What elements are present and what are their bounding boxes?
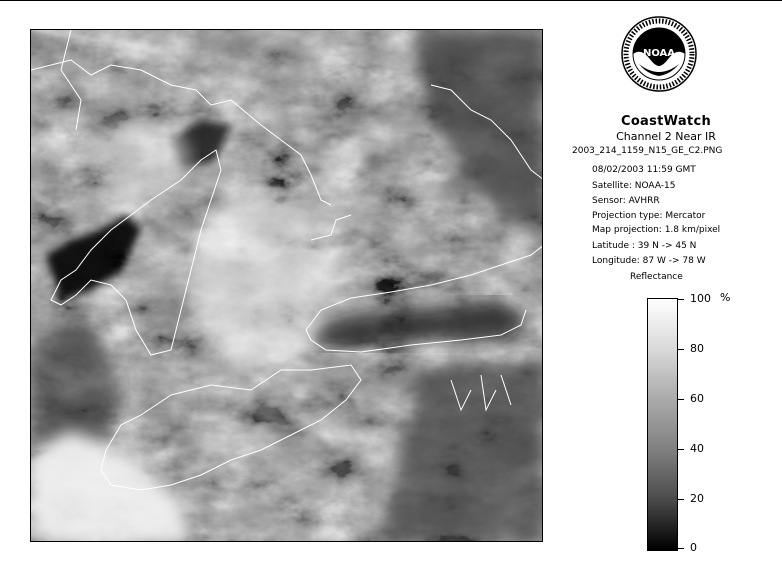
legend-tick — [678, 499, 684, 500]
map-projection: Map projection: 1.8 km/pixel — [592, 225, 721, 235]
file-name: 2003_214_1159_N15_GE_C2.PNG — [572, 146, 723, 156]
legend-title: Reflectance — [630, 272, 683, 282]
app-title: CoastWatch — [620, 114, 712, 129]
legend-tick — [678, 349, 684, 350]
legend-tick — [678, 399, 684, 400]
reflectance-colorbar — [647, 298, 678, 551]
noaa-logo — [619, 14, 699, 106]
projection-type: Projection type: Mercator — [592, 211, 706, 221]
noaa-logo-graphic — [619, 14, 699, 106]
legend-tick-label: 40 — [690, 442, 704, 455]
satellite-image — [30, 29, 543, 542]
longitude-range: Longitude: 87 W -> 78 W — [592, 256, 706, 266]
noaa-logo-text: NOAA — [642, 48, 676, 59]
satellite-name: Satellite: NOAA-15 — [592, 181, 676, 191]
legend-unit: % — [720, 291, 731, 304]
latitude-range: Latitude : 39 N -> 45 N — [592, 241, 697, 251]
legend-tick — [678, 299, 684, 300]
legend-tick-label: 80 — [690, 342, 704, 355]
legend-tick — [678, 548, 684, 549]
top-rule — [0, 0, 782, 1]
date-time: 08/02/2003 11:59 GMT — [592, 165, 696, 175]
legend-tick-label: 0 — [690, 541, 697, 554]
sensor-name: Sensor: AVHRR — [592, 196, 660, 206]
legend-tick-label: 100 — [690, 292, 711, 305]
legend-tick — [678, 449, 684, 450]
satellite-image-graphic — [31, 30, 543, 542]
legend-tick-label: 60 — [690, 392, 704, 405]
legend-tick-label: 20 — [690, 492, 704, 505]
channel-subtitle: Channel 2 Near IR — [616, 130, 716, 143]
